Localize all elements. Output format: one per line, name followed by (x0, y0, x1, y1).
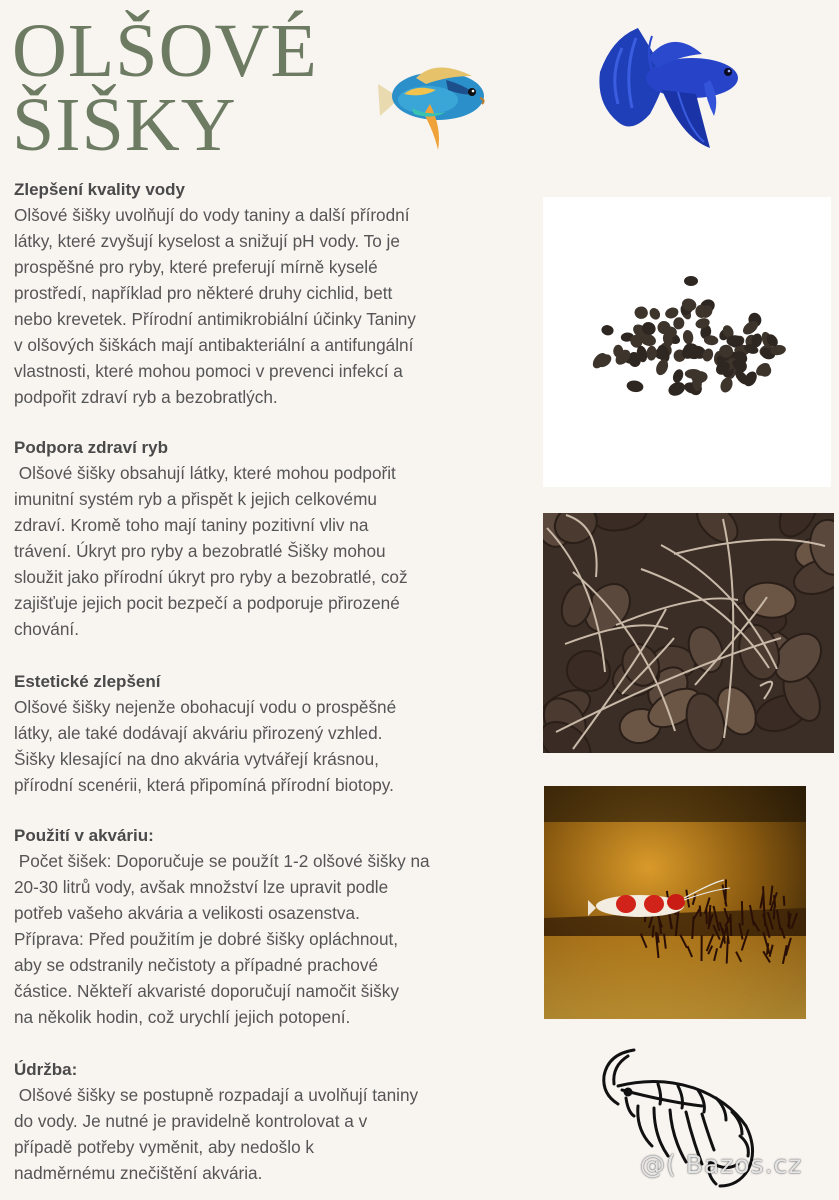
section-water-quality (14, 178, 529, 410)
title-line-2: ŠIŠKY (12, 83, 237, 167)
aquarium-shrimp-photo (544, 786, 806, 1019)
section-body: Počet šišek: Doporučuje se použít 1-2 olšové šišky na 20-30 litrů vody, avšak množství lze upravit podle potřeb vašeho akvária a velikosti osazenstva. Příprava: Před použitím je dobré šišky opláchnout, aby se odstranily nečistoty a případné prachové částice. Někteří akvaristé doporučují namočit šišky na několik hodin, což urychlí jejich potopení. (14, 851, 430, 1027)
cones-pile-photo (543, 197, 831, 487)
section-body: Olšové šišky uvolňují do vody taniny a další přírodní látky, které zvyšují kyselost a snižují pH vody. To je prospěšné pro ryby, které preferují mírně kyselé prostředí, například pro některé druhy cichlid, bett nebo krevetek. Přírodní antimikrobiální účinky Taniny v olšových šiškách mají antibakteriální a antifungální vlastnosti, které mohou pomoci v prevenci infekcí a podpořit zdraví ryb a bezobratlých. (14, 205, 416, 407)
section-body: Olšové šišky nejenže obohacují vodu o prospěšné látky, ale také dodávají akváriu přirozený vzhled. Šišky klesající na dno akvária vytvářejí krásnou, přírodní scenérii, která připomíná přírodní biotopy. (14, 697, 397, 795)
section-heading: Údržba: (14, 1060, 78, 1079)
title-line-1: OLŠOVÉ (12, 9, 318, 93)
section-aesthetics (14, 670, 529, 798)
section-usage (14, 824, 529, 1030)
section-heading: Zlepšení kvality vody (14, 180, 186, 199)
watermark: @( Bazos.cz (640, 1150, 803, 1179)
section-body: Olšové šišky obsahují látky, které mohou podpořit imunitní systém ryb a přispět k jejich celkovému zdraví. Kromě toho mají taniny pozitivní vliv na trávení. Úkryt pro ryby a bezobratlé Šišky mohou sloužit jako přírodní úkryt pro ryby a bezobratlé, což zajišťuje jejich pocit bezpečí a podporuje přirozené chování. (14, 463, 408, 639)
betta-fish-image (592, 18, 750, 150)
section-heading: Estetické zlepšení (14, 672, 161, 691)
rainbow-fish-image (376, 54, 494, 154)
section-fish-health (14, 436, 529, 642)
cones-pile-image (543, 197, 831, 487)
section-maintenance (14, 1058, 529, 1186)
section-heading: Použití v akváriu: (14, 826, 154, 845)
section-heading: Podpora zdraví ryb (14, 438, 168, 457)
cones-closeup-image (543, 513, 834, 753)
cones-closeup-photo (543, 513, 834, 753)
aquarium-shrimp-image (544, 786, 806, 1019)
page-title (12, 9, 318, 167)
section-body: Olšové šišky se postupně rozpadají a uvolňují taniny do vody. Je nutné je pravidelně kontrolovat a v případě potřeby vyměnit, aby nedošlo k nadměrnému znečištění akvária. (14, 1085, 419, 1183)
